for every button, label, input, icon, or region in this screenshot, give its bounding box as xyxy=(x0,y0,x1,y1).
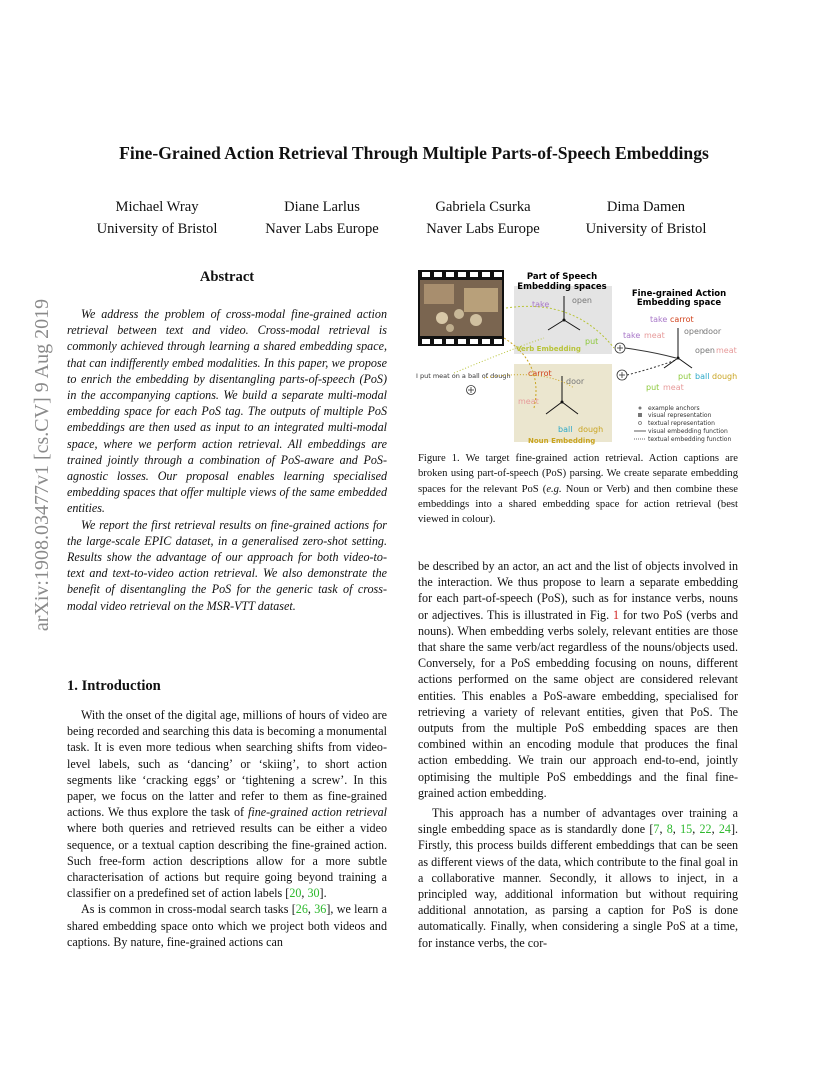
text-run: for two PoS (verbs and nouns). When embedding verbs solely, relevant entities are those that share the same verb/act regardless of the nouns/objects used. Conversely, for a PoS embedding focusing on nouns, different actions performed on the same object are considered relevant entities. This enables a PoS-aware embedding, specialised for retrieving a variety of relevant entities, given that PoS. The outputs from the multiple PoS embedding spaces are then combined within an encoding module that produces the final action embedding. We train our approach end-to-end, jointly optimising the multiple PoS embeddings and the final fine-grained action embedding. xyxy=(418,607,739,800)
fine-word-meat-3: meat xyxy=(663,383,684,392)
word-meat: meat xyxy=(518,397,539,406)
figure-1-diagram xyxy=(414,268,746,448)
input-caption: I put meat on a ball of dough xyxy=(416,372,511,380)
citation-link[interactable]: 15 xyxy=(680,822,693,837)
word-take: take xyxy=(532,300,550,309)
text-run: , xyxy=(307,902,315,917)
author-affiliation: University of Bristol xyxy=(585,221,707,237)
citation-link[interactable]: 30 xyxy=(307,886,320,901)
abstract-paragraph-2: We report the first retrieval results on fine-grained actions for the large-scale EPIC dataset, in a generalised zero-shot setting. Results show the advantage of our approach for both video-to-text and text-to-video action retrieval. We also demonstrate the benefit of disentangling the PoS for the generic task of cross-modal video retrieval on the MSR-VTT dataset. xyxy=(67,517,387,613)
figure-legend xyxy=(634,405,731,443)
word-door: door xyxy=(566,377,585,386)
legend-example-anchors: example anchors xyxy=(648,405,700,412)
citation-link[interactable]: 20 xyxy=(289,886,302,901)
legend-textual-embedding-function: textual embedding function xyxy=(648,436,732,443)
section-heading-introduction: 1. Introduction xyxy=(67,678,161,694)
word-open: open xyxy=(572,296,592,305)
abstract-body xyxy=(67,306,387,614)
text-run: ]. Firstly, this process builds different embeddings that can be seen as different views of the data, which contribute to the final goal in a collaborative manner. Secondly, it allows to inject, in a principled way, additional information but without requiring additional annotation, as parsing a caption for PoS is done automatically. Finally, when considering a single PoS at a time, for instance verbs, the cor- xyxy=(418,822,739,950)
video-filmstrip xyxy=(418,270,504,346)
citation-link[interactable]: 36 xyxy=(314,902,327,917)
verb-embedding-label: Verb Embedding xyxy=(516,345,581,353)
author-name: Michael Wray xyxy=(115,199,199,215)
fine-word-dough: dough xyxy=(712,372,738,381)
citation-link[interactable]: 26 xyxy=(295,902,308,917)
text-run: Noun or Verb) and then combine these embeddings into a shared embedding space for action retrieval (best viewed in colour). xyxy=(418,483,738,526)
citation-link[interactable]: 22 xyxy=(699,822,712,837)
right-column-body xyxy=(418,558,738,951)
fine-word-take-2: take xyxy=(623,331,641,340)
textual-embedding-arrow xyxy=(627,360,676,375)
abstract-heading: Abstract xyxy=(199,269,255,285)
fine-word-put: put xyxy=(678,372,692,381)
fine-word-meat: meat xyxy=(644,331,665,340)
author-name: Gabriela Csurka xyxy=(435,199,531,215)
text-run: , xyxy=(301,886,308,901)
intro-paragraph-1 xyxy=(67,707,387,901)
paper-title: Fine-Grained Action Retrieval Through Multiple Parts-of-Speech Embeddings xyxy=(119,143,709,163)
fine-word-open: open xyxy=(684,327,704,336)
right-paragraph-1 xyxy=(418,558,738,801)
text-run: where both queries and retrieved results can be either a video sequence, or a textual caption describing the fine-grained action. Such free-form action descriptions allow for a more subtle characterisation of actions but require going beyond training a classifier on a predefined set of action labels [ xyxy=(67,821,387,901)
intro-paragraph-2 xyxy=(67,901,387,950)
right-paragraph-2: This approach has a number of advantages over training a single embedding space as is standardly done [7, 8, 15, 22, 24]. Firstly, this process builds different embeddings that can be seen as different views of the data, which contribute to the final goal in a collaborative manner. Secondly, it allows to inject, in a principled way, additional information but without requiring additional annotation, as parsing a caption for PoS is done automatically. Finally, when considering a single PoS at a time, for instance verbs, the cor- xyxy=(418,806,739,950)
legend-textual-representation: textual representation xyxy=(648,420,715,427)
word-dough: dough xyxy=(578,425,604,434)
fine-word-take: take xyxy=(650,315,668,324)
pos-title-line2: Embedding spaces xyxy=(517,282,607,292)
abstract-paragraph-1: We address the problem of cross-modal fine-grained action retrieval between text and video. Cross-modal retrieval is commonly achieved through learning a shared embedding space, that can indifferently embed modalities. In this paper, we propose to enrich the embedding by disentangling parts-of-speech (PoS) in the accompanying captions. We build a separate multi-modal embedding space for each PoS tag. The outputs of multiple PoS embeddings are then used as input to an integrated multi-modal space, where we perform action retrieval. All embeddings are trained jointly through a combination of PoS-aware and PoS-agnostic losses. Our proposal enables learning specialised embedding spaces that offer multiple views of the same embedded entities. xyxy=(67,307,387,516)
noun-embedding-label: Noun Embedding xyxy=(528,437,596,445)
figure-1-caption xyxy=(418,451,738,527)
text-run: be described by an actor, an act and the list of objects involved in the interaction. We thus propose to learn a separate embedding for each part-of-speech (PoS), such as for instance verbs, nouns or adjectives. This is illustrated in Fig. xyxy=(418,559,738,622)
emphasis-text: e.g. xyxy=(546,483,562,495)
text-run: ]. xyxy=(319,886,327,901)
citation-link[interactable]: 7 xyxy=(653,822,660,837)
author-name: Diane Larlus xyxy=(284,199,360,215)
legend-visual-embedding-function: visual embedding function xyxy=(648,428,728,435)
verb-anchor xyxy=(563,319,566,322)
author-name: Dima Damen xyxy=(606,199,686,215)
fine-word-door: door xyxy=(703,327,722,336)
legend-visual-representation: visual representation xyxy=(648,412,712,419)
fine-axis-right xyxy=(678,358,692,368)
fine-word-meat-2: meat xyxy=(716,346,737,355)
emphasis-text: fine-grained action retrieval xyxy=(247,805,387,820)
author-4 xyxy=(546,196,746,240)
word-carrot: carrot xyxy=(528,369,552,378)
arxiv-sidebar: arXiv:1908.03477v1 [cs.CV] 9 Aug 2019 xyxy=(31,298,53,632)
fine-word-carrot: carrot xyxy=(670,315,694,324)
fine-grained-title-line1: Fine-grained Action xyxy=(631,289,727,299)
pos-title-line1: Part of Speech xyxy=(526,272,598,282)
noun-anchor xyxy=(561,401,564,404)
text-run: This approach has a number of advantages over training a single embedding space as is standardly done [ xyxy=(418,806,738,837)
word-ball: ball xyxy=(558,425,573,434)
author-affiliation: Naver Labs Europe xyxy=(265,221,379,237)
text-run: ], we learn a shared embedding space onto which we project both videos and captions. By nature, fine-grained actions can xyxy=(67,902,388,949)
fine-grained-title-line2: Embedding space xyxy=(636,298,722,308)
fine-anchor xyxy=(677,357,680,360)
text-run: As is common in cross-modal search tasks [ xyxy=(81,902,296,917)
citation-link[interactable]: 8 xyxy=(666,822,673,837)
figure-reference-link[interactable]: 1 xyxy=(613,607,620,622)
fine-word-open-2: open xyxy=(695,346,715,355)
text-run: With the onset of the digital age, millions of hours of video are being recorded and searching this data is becoming a monumental task. It is even more tedious when searching shifts from video-level labels, such as ‘dancing’ or ‘skiing’, to short action segments like ‘cracking eggs’ or ‘tightening a screw’. In this paper, we focus on the latter and refer to them as fine-grained actions. We thus explore the task of xyxy=(67,708,387,820)
fine-word-put-2: put xyxy=(646,383,660,392)
visual-embedding-arrow xyxy=(625,348,676,358)
introduction-body xyxy=(67,707,387,950)
author-affiliation: Naver Labs Europe xyxy=(426,221,540,237)
word-put: put xyxy=(585,337,599,346)
author-affiliation: University of Bristol xyxy=(96,221,218,237)
text-run: Figure 1. We target fine-grained action retrieval. Action captions are broken using part-of-speech (PoS) parsing. We create separate embedding spaces for the relevant PoS ( xyxy=(418,453,738,495)
citation-link[interactable]: 24 xyxy=(718,822,731,837)
fine-word-ball: ball xyxy=(695,372,710,381)
